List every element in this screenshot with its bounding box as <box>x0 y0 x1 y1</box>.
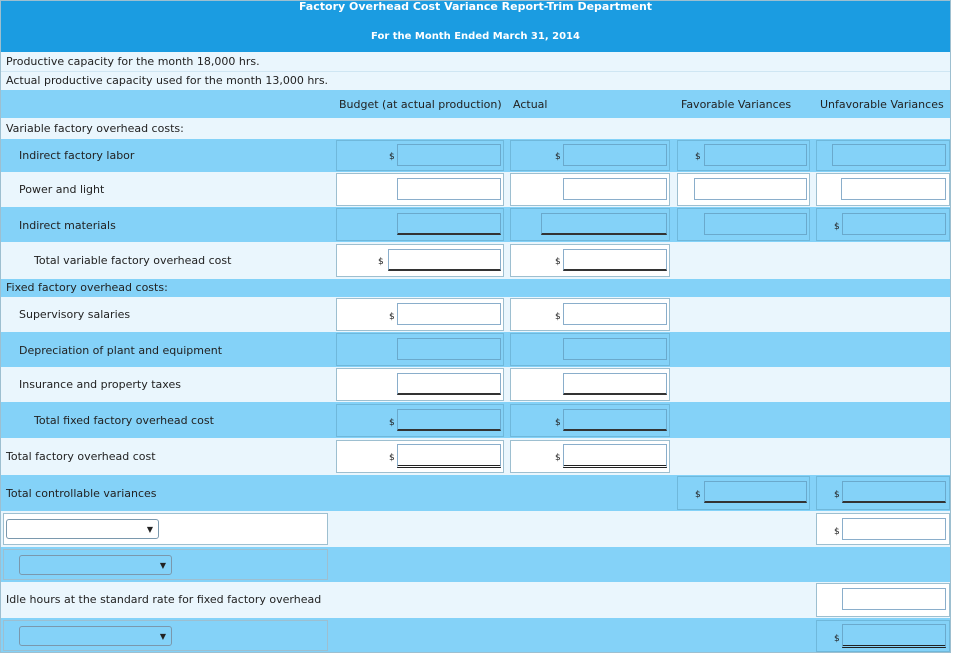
col-actual-header: Actual <box>513 98 548 111</box>
dollar-sign: $ <box>834 527 840 537</box>
insurance-label: Insurance and property taxes <box>19 378 181 391</box>
indirect-labor-label: Indirect factory labor <box>19 149 135 162</box>
power-unfavorable-input[interactable] <box>841 178 946 200</box>
col-unfavorable-header: Unfavorable Variances <box>820 98 944 111</box>
dollar-sign: $ <box>555 312 561 322</box>
dollar-sign: $ <box>389 453 395 463</box>
dollar-sign: $ <box>555 418 561 428</box>
report-title: Factory Overhead Cost Variance Report-Trim Department <box>298 0 653 13</box>
depreciation-label: Depreciation of plant and equipment <box>19 344 223 357</box>
dollar-sign: $ <box>555 152 561 162</box>
power-favorable-input[interactable] <box>694 178 807 200</box>
idle-hours-unfavorable-input[interactable] <box>842 588 946 610</box>
variance-select-2[interactable] <box>19 555 172 575</box>
total-fixed-budget-input[interactable] <box>397 409 501 431</box>
total-overhead-actual-input[interactable] <box>563 444 667 468</box>
variable-section-label: Variable factory overhead costs: <box>6 122 184 135</box>
dollar-sign: $ <box>695 152 701 162</box>
dollar-sign: $ <box>555 453 561 463</box>
idle-hours-label: Idle hours at the standard rate for fixed factory overhead <box>6 593 322 606</box>
info-row-capacity <box>1 52 951 71</box>
caret-down-icon: ▼ <box>146 525 153 534</box>
variance-select-3[interactable] <box>19 626 172 646</box>
power-budget-input[interactable] <box>397 178 501 200</box>
controllable-unfavorable-input[interactable] <box>842 481 946 503</box>
indirect-labor-favorable-input[interactable] <box>704 144 807 166</box>
materials-actual-input[interactable] <box>541 213 667 235</box>
indirect-labor-budget-input[interactable] <box>397 144 501 166</box>
dollar-sign: $ <box>834 634 840 644</box>
depreciation-budget-input[interactable] <box>397 338 501 360</box>
report-subtitle: For the Month Ended March 31, 2014 <box>371 31 580 42</box>
dollar-sign: $ <box>834 490 840 500</box>
power-light-label: Power and light <box>19 183 105 196</box>
dollar-sign: $ <box>389 418 395 428</box>
dollar-sign: $ <box>389 152 395 162</box>
indirect-labor-actual-input[interactable] <box>563 144 667 166</box>
fixed-section-row <box>1 279 951 297</box>
insurance-actual-input[interactable] <box>563 373 667 395</box>
caret-down-icon: ▼ <box>159 632 166 641</box>
dollar-sign: $ <box>834 222 840 232</box>
col-favorable-header: Favorable Variances <box>681 98 792 111</box>
total-variable-budget-input[interactable] <box>388 249 501 271</box>
depreciation-actual-input[interactable] <box>563 338 667 360</box>
materials-unfavorable-input[interactable] <box>842 213 946 235</box>
indirect-labor-unfavorable-input[interactable] <box>832 144 946 166</box>
total-variable-label: Total variable factory overhead cost <box>34 254 232 267</box>
dollar-sign: $ <box>695 490 701 500</box>
total-overhead-label: Total factory overhead cost <box>6 450 156 463</box>
actual-capacity-label: Actual productive capacity used for the month 13,000 hrs. <box>6 74 329 87</box>
total-controllable-label: Total controllable variances <box>6 487 157 500</box>
capacity-label: Productive capacity for the month 18,000 hrs. <box>6 55 260 68</box>
fixed-section-label: Fixed factory overhead costs: <box>6 281 168 294</box>
info-row-actual-capacity <box>1 71 951 91</box>
col-budget-header: Budget (at actual production) <box>339 98 502 111</box>
total-fixed-label: Total fixed factory overhead cost <box>34 414 214 427</box>
supervisory-budget-input[interactable] <box>397 303 501 325</box>
total-overhead-budget-input[interactable] <box>397 444 501 468</box>
caret-down-icon: ▼ <box>159 561 166 570</box>
total-variable-actual-input[interactable] <box>563 249 667 271</box>
report-header <box>0 0 951 52</box>
materials-budget-input[interactable] <box>397 213 501 235</box>
supervisory-label: Supervisory salaries <box>19 308 131 321</box>
indirect-materials-label: Indirect materials <box>19 219 116 232</box>
insurance-budget-input[interactable] <box>397 373 501 395</box>
total-fixed-actual-input[interactable] <box>563 409 667 431</box>
power-actual-input[interactable] <box>563 178 667 200</box>
select1-unfavorable-input[interactable] <box>842 518 946 540</box>
variable-section-row <box>1 118 951 139</box>
dollar-sign: $ <box>389 312 395 322</box>
dollar-sign: $ <box>378 257 384 267</box>
dollar-sign: $ <box>555 257 561 267</box>
total-variance-unfavorable-input[interactable] <box>842 624 946 648</box>
supervisory-actual-input[interactable] <box>563 303 667 325</box>
variance-select-1[interactable] <box>6 519 159 539</box>
controllable-favorable-input[interactable] <box>704 481 807 503</box>
row-idle-hours <box>1 582 951 618</box>
materials-favorable-input[interactable] <box>704 213 807 235</box>
